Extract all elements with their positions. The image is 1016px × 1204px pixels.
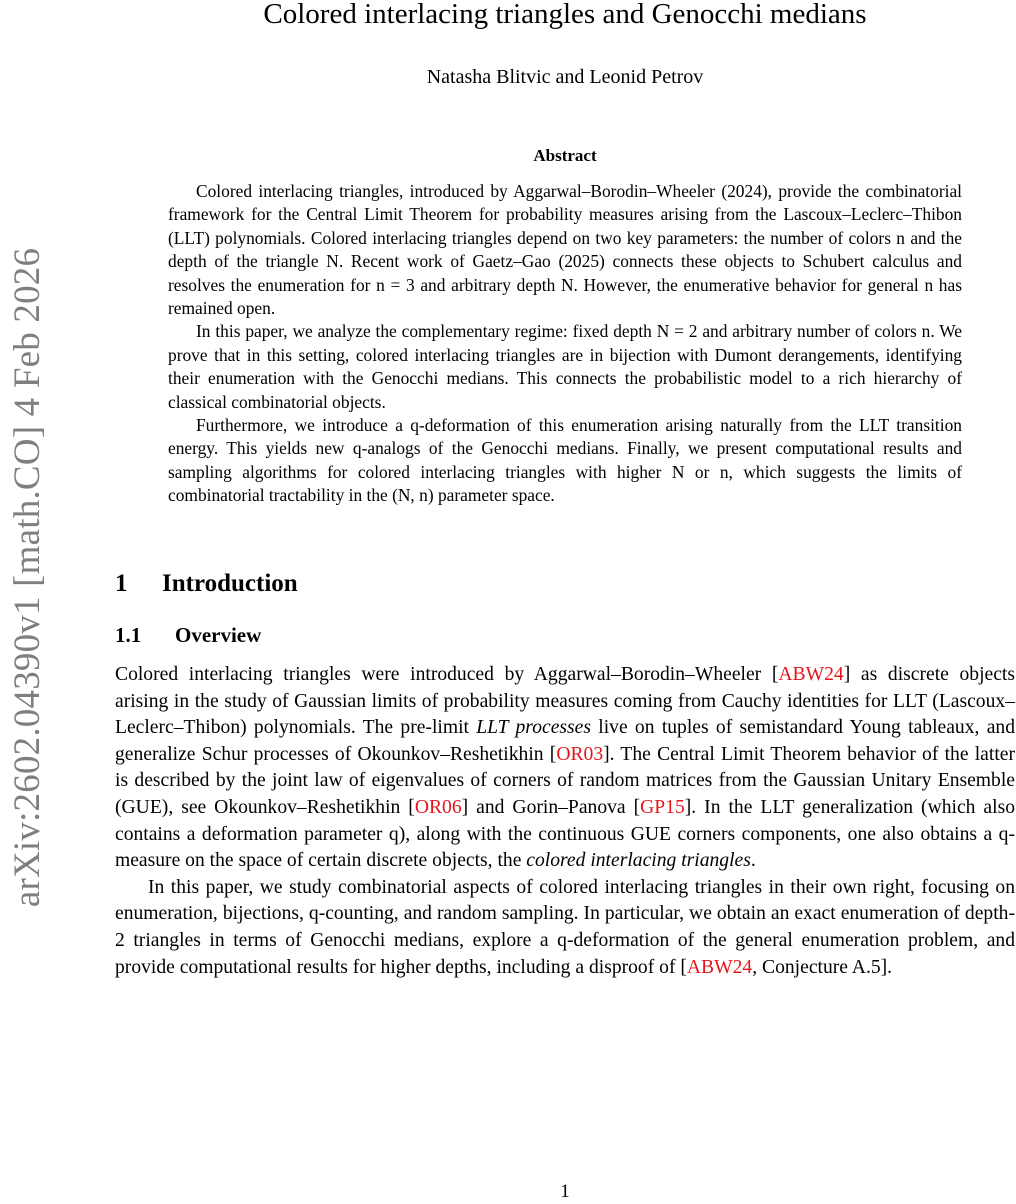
- citation-link-gp15[interactable]: GP15: [640, 796, 685, 818]
- body-text-run: ] as discrete objects arising in the study of Gaussian limits of probability measures coming from Cauchy identities for LLT (Lascoux–Leclerc–Thibon) polynomials. The pre-limit: [115, 664, 1016, 739]
- body-text-run: live on tuples of semistandard Young tableaux, and generalize Schur processes of Okounkov–Reshetikhin [: [115, 717, 1015, 765]
- citation-link-abw24[interactable]: ABW24: [686, 956, 753, 978]
- body-text-run: ]. In the LLT generalization (which also contains a deformation parameter q), along with the continuous GUE corners components, one also obtains a q-measure on the space of certain discrete objects, the: [115, 796, 1015, 872]
- abstract-paragraph-2: In this paper, we analyze the complementary regime: fixed depth N = 2 and arbitrary number of colors n. We prove that in this setting, colored interlacing triangles are in bijection with Dumont derangements, identifying their enumeration with the Genocchi medians. This connects the probabilistic model to a rich hierarchy of classical combinatorial objects.: [168, 321, 962, 412]
- body-text-run: Colored interlacing triangles were introduced by Aggarwal–Borodin–Wheeler [: [115, 664, 779, 685]
- arxiv-identifier-stamp: [6, 205, 50, 950]
- section-title: Introduction: [162, 570, 298, 597]
- citation-link-or06[interactable]: OR06: [414, 796, 462, 818]
- abstract-body: [168, 180, 962, 508]
- body-paragraph-1: [115, 662, 1015, 875]
- subsection-number: 1.1: [115, 623, 142, 647]
- body-text-run: ] and Gorin–Panova [: [461, 796, 641, 818]
- citation-link-abw24[interactable]: ABW24: [778, 664, 844, 685]
- body-text-run: .: [750, 850, 756, 872]
- citation-link-or03[interactable]: OR03: [556, 743, 604, 765]
- body-text-run: In this paper, we study combinatorial aspects of colored interlacing triangles in their own right, focusing on enumeration, bijections, q-counting, and random sampling. In particular, we obtain an exact enumeration of depth-2 triangles in terms of Genocchi medians, explore a q-deformation of the general enumeration problem, and provide computational results for higher depths, including a disproof of [: [115, 876, 1015, 978]
- paper-title: Colored interlacing triangles and Genocchi medians: [263, 0, 867, 30]
- subsection-heading: [115, 621, 261, 649]
- emphasized-term: colored interlacing triangles: [526, 850, 751, 872]
- abstract-heading: Abstract: [533, 146, 597, 165]
- page-number: 1: [560, 1181, 570, 1202]
- overview-body: [115, 662, 1015, 981]
- paper-authors: Natasha Blitvic and Leonid Petrov: [426, 66, 704, 88]
- body-paragraph-2: [115, 875, 1015, 981]
- body-text-run: ]. The Central Limit Theorem behavior of the latter is described by the joint law of eigenvalues of corners of random matrices from the Gaussian Unitary Ensemble (GUE), see Okounkov–Reshetikhin [: [115, 743, 1015, 818]
- arxiv-stamp-text: arXiv:2602.04390v1 [math.CO] 4 Feb 2026: [7, 247, 49, 908]
- abstract-paragraph-3: Furthermore, we introduce a q-deformation of this enumeration arising naturally from the LLT transition energy. This yields new q-analogs of the Genocchi medians. Finally, we present computational results and sampling algorithms for colored interlacing triangles with higher N or n, which suggests the limits of combinatorial tractability in the (N, n) parameter space.: [168, 415, 962, 506]
- section-heading: [115, 568, 298, 600]
- abstract-paragraph-1: Colored interlacing triangles, introduced by Aggarwal–Borodin–Wheeler (2024), provide the combinatorial framework for the Central Limit Theorem for probability measures arising from the Lascoux–Leclerc–Thibon (LLT) polynomials. Colored interlacing triangles depend on two key parameters: the number of colors n and the depth of the triangle N. Recent work of Gaetz–Gao (2025) connects these objects to Schubert calculus and resolves the enumeration for n = 3 and arbitrary depth N. However, the enumerative behavior for general n has remained open.: [168, 181, 962, 319]
- section-number: 1: [115, 570, 128, 597]
- emphasized-term: LLT processes: [476, 717, 591, 739]
- body-text-run: , Conjecture A.5].: [752, 956, 893, 978]
- subsection-title: Overview: [175, 623, 262, 647]
